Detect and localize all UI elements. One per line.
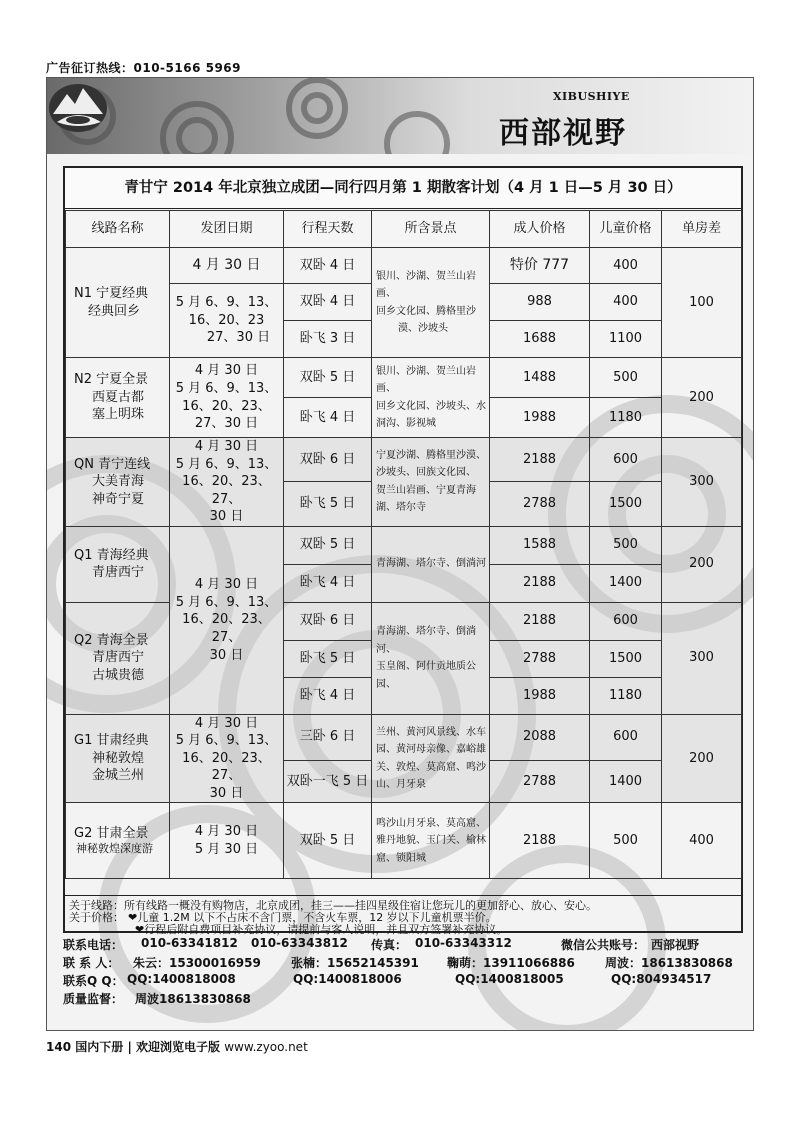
col-header-scenic: 所含景点	[372, 211, 490, 248]
col-header-child-price: 儿童价格	[590, 211, 662, 248]
child-price-cell: 500	[590, 803, 662, 879]
table-row	[66, 602, 742, 640]
days-cell: 双卧一飞 5 日	[284, 760, 372, 803]
route-cell: N1 宁夏经典 经典回乡	[66, 248, 170, 358]
col-header-date: 发团日期	[170, 211, 284, 248]
child-price-cell: 1180	[590, 677, 662, 714]
col-header-route: 线路名称	[66, 211, 170, 248]
footer-separator: |	[127, 1040, 132, 1054]
scenic-cell: 兰州、黄河风景线、水车 园、黄河母亲像、嘉峪雄 关、敦煌、莫高窟、鸣沙 山、月牙泉	[372, 714, 490, 803]
col-header-days: 行程天数	[284, 211, 372, 248]
col-header-adult-price: 成人价格	[490, 211, 590, 248]
days-cell: 卧飞 4 日	[284, 398, 372, 438]
date-cell: 4 月 30 日 5 月 6、9、13、 16、20、23、 27、30 日	[170, 358, 284, 438]
table-row	[66, 714, 742, 760]
adult-price-cell: 2188	[490, 602, 590, 640]
ad-hotline: 广告征订热线：010-5166 5969	[46, 61, 242, 75]
table-row	[66, 358, 742, 398]
logo-text-en: XIBUSHIYE	[553, 90, 630, 103]
days-cell: 双卧 5 日	[284, 358, 372, 398]
adult-price-cell: 2788	[490, 760, 590, 803]
days-cell: 三卧 6 日	[284, 714, 372, 760]
single-supplement-cell: 400	[662, 803, 742, 879]
route-cell: G1 甘肃经典 神秘敦煌 金城兰州	[66, 714, 170, 803]
date-cell: 4 月 30 日 5 月 6、9、13、 16、20、23、27、 30 日	[170, 438, 284, 527]
adult-price-cell: 1688	[490, 321, 590, 358]
contact-line-qq: 联系Q Q： QQ:1400818008 QQ:1400818006 QQ:1400818005 QQ:804934517	[63, 972, 712, 988]
adult-price-cell: 2188	[490, 564, 590, 602]
col-header-single-supplement: 单房差	[662, 211, 742, 248]
table-row	[66, 248, 742, 284]
route-note: 关于线路：所有线路一概没有购物店，北京成团，挂三——挂四星级住宿让您玩儿的更加舒心、放心、安心。	[69, 899, 597, 912]
adult-price-cell: 1488	[490, 358, 590, 398]
child-price-cell: 500	[590, 526, 662, 564]
days-cell: 卧飞 5 日	[284, 640, 372, 677]
logo-text-cn: 西部视野	[499, 116, 627, 151]
single-supplement-cell: 100	[662, 248, 742, 358]
days-cell: 卧飞 4 日	[284, 677, 372, 714]
date-cell: 4 月 30 日 5 月 30 日	[170, 803, 284, 879]
route-cell: G2 甘肃全景 神秘敦煌深度游	[66, 803, 170, 879]
tour-plan-frame	[63, 166, 743, 936]
notes-section	[65, 895, 741, 936]
child-price-cell: 1180	[590, 398, 662, 438]
page-footer	[46, 1038, 308, 1055]
adult-price-cell: 1988	[490, 398, 590, 438]
scenic-cell: 宁夏沙湖、腾格里沙漠、 沙坡头、回族文化园、 贺兰山岩画、宁夏青海 湖、塔尔寺	[372, 438, 490, 527]
scenic-cell: 青海湖、塔尔寺、倒淌河	[372, 526, 490, 602]
date-cell: 5 月 6、9、13、 16、20、23 27、30 日	[170, 284, 284, 358]
single-supplement-cell: 300	[662, 602, 742, 714]
scenic-cell: 鸣沙山月牙泉、莫高窟、 雅丹地貌、玉门关、榆林 窟、锁阳城	[372, 803, 490, 879]
adult-price-cell: 2088	[490, 714, 590, 760]
contact-line-phone: 联系电话： 010-63341812 010-63343812 传真： 010-63343312 微信公共账号： 西部视野	[63, 936, 700, 952]
footer-slogan: 欢迎浏览电子版	[136, 1040, 221, 1054]
days-cell: 双卧 5 日	[284, 803, 372, 879]
adult-price-cell: 2188	[490, 438, 590, 482]
date-cell: 4 月 30 日 5 月 6、9、13、 16、20、23、27、 30 日	[170, 526, 284, 714]
single-supplement-cell: 200	[662, 526, 742, 602]
section-name: 国内下册	[75, 1040, 124, 1054]
table-row	[66, 803, 742, 879]
scenic-cell: 银川、沙湖、贺兰山岩画、 回乡文化园、腾格里沙 漠、沙坡头	[372, 248, 490, 358]
adult-price-cell: 2788	[490, 640, 590, 677]
days-cell: 卧飞 5 日	[284, 482, 372, 526]
days-cell: 双卧 6 日	[284, 438, 372, 482]
single-supplement-cell: 200	[662, 358, 742, 438]
child-price-cell: 1400	[590, 564, 662, 602]
date-cell: 4 月 30 日 5 月 6、9、13、 16、20、23、27、 30 日	[170, 714, 284, 803]
days-cell: 双卧 5 日	[284, 526, 372, 564]
days-cell: 双卧 4 日	[284, 248, 372, 284]
contact-line-supervision: 质量监督： 周波18613830868	[63, 992, 251, 1006]
single-supplement-cell: 200	[662, 714, 742, 803]
cloud-pattern	[47, 78, 753, 154]
child-price-cell: 400	[590, 248, 662, 284]
page-panel	[46, 77, 754, 1031]
adult-price-cell: 2788	[490, 482, 590, 526]
plan-title: 青甘宁 2014 年北京独立成团—同行四月第 1 期散客计划（4 月 1 日—5 月 30 日）	[65, 168, 741, 209]
adult-price-cell: 988	[490, 284, 590, 321]
route-cell: Q2 青海全景 青唐西宁 古城贵德	[66, 602, 170, 714]
adult-price-cell: 1588	[490, 526, 590, 564]
days-cell: 卧飞 3 日	[284, 321, 372, 358]
page-number: 140	[46, 1040, 72, 1054]
child-price-cell: 1400	[590, 760, 662, 803]
child-price-cell: 500	[590, 358, 662, 398]
child-price-cell: 1100	[590, 321, 662, 358]
contact-section	[63, 936, 753, 1008]
price-note-2: ❤行程后附自费项目补充协议，请提前与客人说明，并且双方签署补充协议。	[135, 923, 508, 936]
contact-line-persons: 联 系 人： 朱云：15300016959 张楠：15652145391 鞠萌：13911066886 周波：18613830868	[63, 956, 733, 970]
adult-price-cell: 2188	[490, 803, 590, 879]
child-price-cell: 1500	[590, 482, 662, 526]
route-cell: QN 青宁连线 大美青海 神奇宁夏	[66, 438, 170, 527]
brand-banner	[47, 78, 753, 154]
table-header-row	[66, 211, 742, 248]
scenic-cell: 银川、沙湖、贺兰山岩画、 回乡文化园、沙坡头、水 洞沟、影视城	[372, 358, 490, 438]
table-row	[66, 438, 742, 482]
route-cell: Q1 青海经典 青唐西宁	[66, 526, 170, 602]
tour-price-table	[65, 210, 742, 879]
days-cell: 双卧 4 日	[284, 284, 372, 321]
scenic-cell: 青海湖、塔尔寺、倒淌河、 玉皇阁、阿什贡地质公 园、	[372, 602, 490, 714]
mountain-logo-icon	[47, 78, 109, 134]
child-price-cell: 600	[590, 602, 662, 640]
child-price-cell: 1500	[590, 640, 662, 677]
days-cell: 卧飞 4 日	[284, 564, 372, 602]
price-note: 关于价格： ❤儿童 1.2M 以下不占床不含门票，不含火车票，12 岁以下儿童机票半价。	[69, 911, 497, 924]
adult-price-cell: 特价 777	[490, 248, 590, 284]
date-cell: 4 月 30 日	[170, 248, 284, 284]
table-row	[66, 526, 742, 564]
adult-price-cell: 1988	[490, 677, 590, 714]
single-supplement-cell: 300	[662, 438, 742, 527]
child-price-cell: 400	[590, 284, 662, 321]
child-price-cell: 600	[590, 714, 662, 760]
website-link[interactable]: www.zyoo.net	[224, 1040, 308, 1054]
route-cell: N2 宁夏全景 西夏古都 塞上明珠	[66, 358, 170, 438]
child-price-cell: 600	[590, 438, 662, 482]
days-cell: 双卧 6 日	[284, 602, 372, 640]
